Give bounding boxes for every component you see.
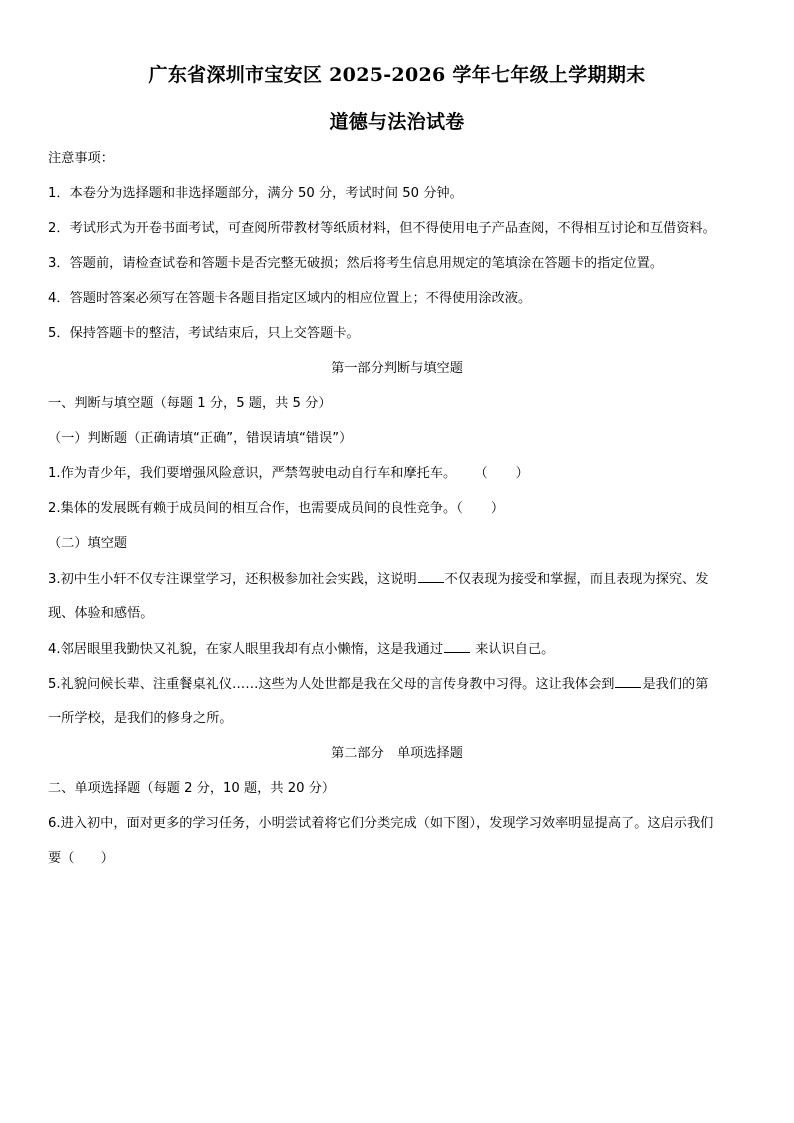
notice-heading: 注意事项： <box>48 151 114 166</box>
question-4 <box>48 639 758 660</box>
notice-item-1: 1．本卷分为选择题和非选择题部分，满分 50 分，考试时间 50 分钟。 <box>48 186 463 201</box>
question-3-text-1: 3.初中生小轩不仅专注课堂学习，还积极参加社会实践，这说明 <box>48 572 417 587</box>
question-3 <box>48 569 758 590</box>
exam-subject-title: 道德与法治试卷 <box>329 111 465 133</box>
question-5 <box>48 674 758 695</box>
question-6: 6.进入初中，面对更多的学习任务，小明尝试着将它们分类完成（如下图），发现学习效率明显提高了。这启示我们 <box>48 816 714 831</box>
judge-subsection-title: （一）判断题（正确请填“正确”，错误请填“错误”） <box>48 431 353 446</box>
question-3-line-2: 现、体验和感悟。 <box>48 606 154 621</box>
fill-subsection-title: （二）填空题 <box>48 536 128 551</box>
notice-item-4: 4．答题时答案必须写在答题卡各题目指定区域内的相应位置上；不得使用涂改液。 <box>48 291 532 306</box>
notice-item-5: 5．保持答题卡的整洁，考试结束后，只上交答题卡。 <box>48 326 360 341</box>
notice-item-2: 2．考试形式为开卷书面考试，可查阅所带教材等纸质材料，但不得使用电子产品查阅，不得相互讨论和互借资料。 <box>48 221 716 236</box>
question-5-text-1: 5.礼貌问候长辈、注重餐桌礼仪……这些为人处世都是我在父母的言传身教中习得。这让我体会到 <box>48 677 615 692</box>
question-5-line-2: 一所学校，是我们的修身之所。 <box>48 711 233 726</box>
question-3-blank <box>418 569 444 583</box>
question-3-text-2: 不仅表现为接受和掌握，而且表现为探究、发 <box>444 572 709 587</box>
notice-item-3: 3．答题前，请检查试卷和答题卡是否完整无破损；然后将考生信息用规定的笔填涂在答题卡的指定位置。 <box>48 256 664 271</box>
question-1-paren-close: ） <box>515 466 529 481</box>
question-1-text: 1.作为青少年，我们要增强风险意识，严禁驾驶电动自行车和摩托车。 <box>48 466 457 481</box>
question-2-text: 2.集体的发展既有赖于成员间的相互合作，也需要成员间的良性竞争。 <box>48 501 457 516</box>
question-2-paren-open: （ <box>456 501 463 516</box>
question-5-text-2: 是我们的第 <box>642 677 709 692</box>
question-4-text-1: 4.邻居眼里我勤快又礼貌，在家人眼里我却有点小懒惰，这是我通过 <box>48 642 444 657</box>
exam-title: 广东省深圳市宝安区 2025-2026 学年七年级上学期期末 <box>148 64 646 86</box>
part2-heading: 第二部分 单项选择题 <box>331 746 463 761</box>
question-6-line-2: 要（ ） <box>48 851 114 866</box>
question-1-paren-open: （ <box>474 466 488 481</box>
question-2-paren-close: ） <box>490 501 504 516</box>
part2-section-title: 二、单项选择题（每题 2 分，10 题，共 20 分） <box>48 781 336 796</box>
question-4-text-2: 来认识自己。 <box>471 642 555 657</box>
part1-section-title: 一、判断与填空题（每题 1 分，5 题，共 5 分） <box>48 396 332 411</box>
question-2 <box>48 499 758 519</box>
question-1 <box>48 464 758 484</box>
part1-heading: 第一部分判断与填空题 <box>331 361 463 376</box>
question-5-blank <box>615 674 641 688</box>
question-4-blank <box>444 639 470 653</box>
